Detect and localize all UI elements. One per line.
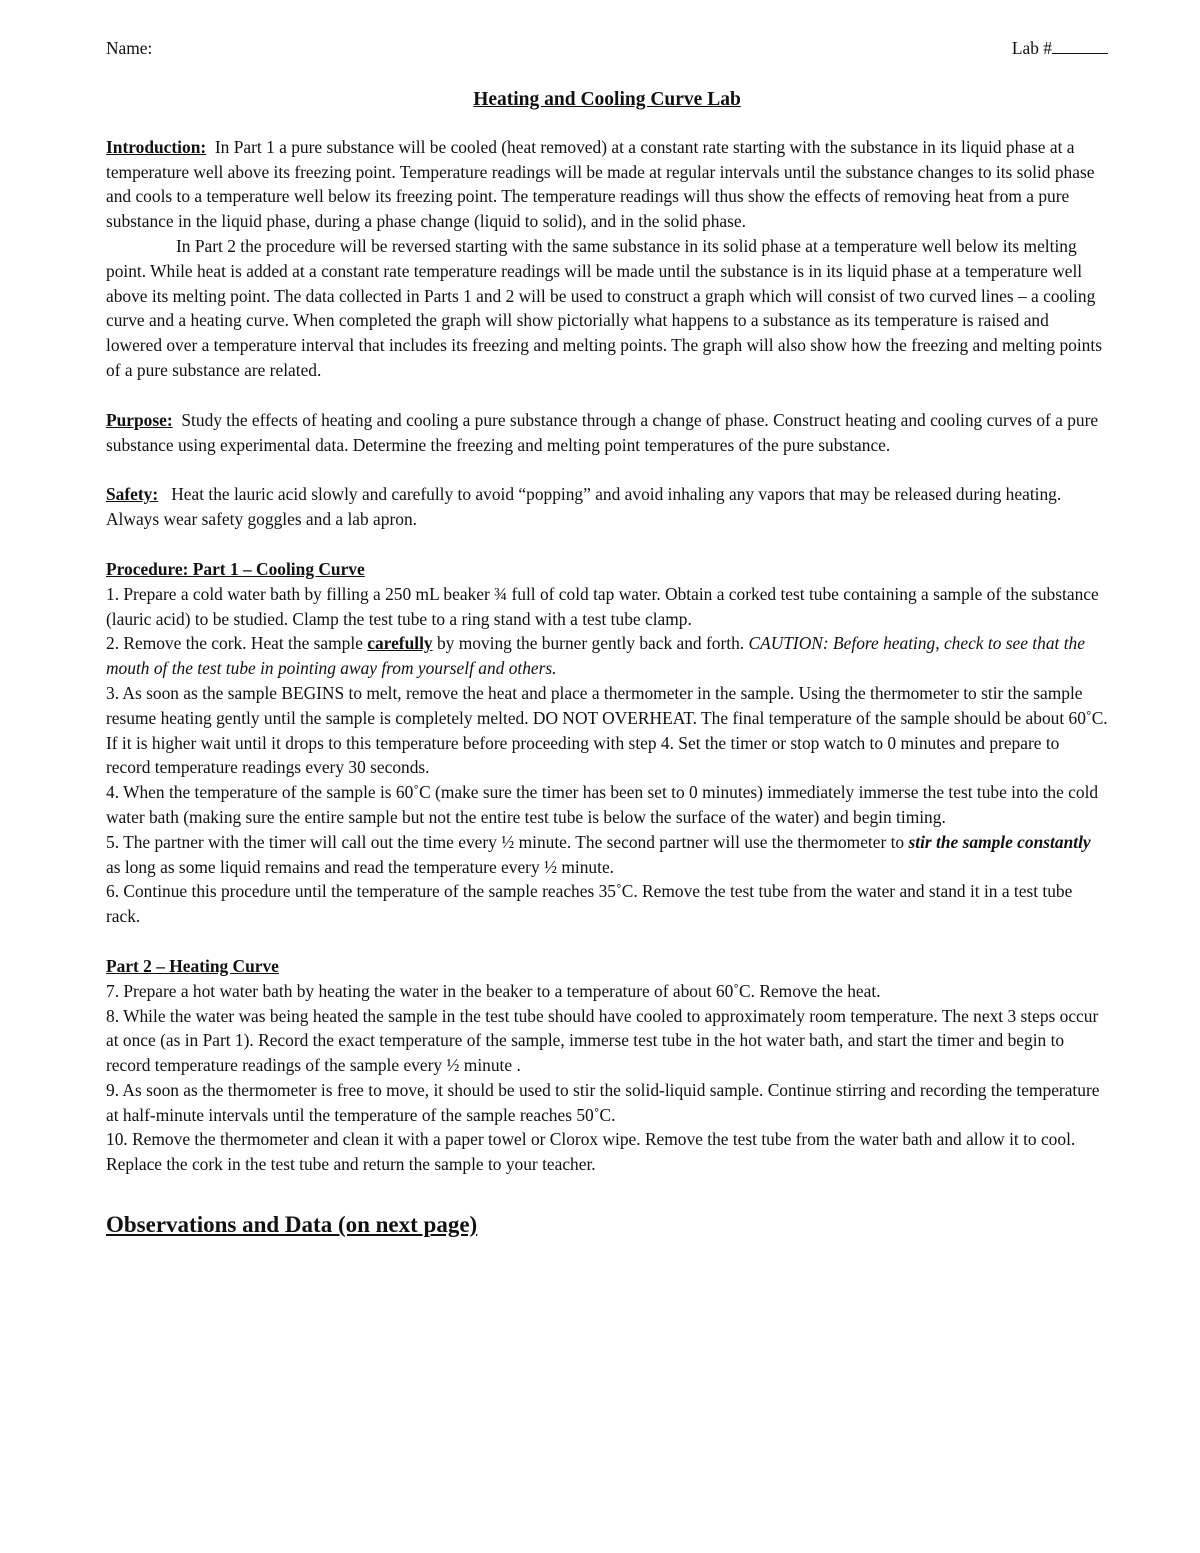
- introduction-paragraph-1: [106, 135, 1108, 234]
- purpose-heading: Purpose:: [106, 409, 173, 430]
- step-2-text-c: by moving the burner gently back and forth.: [432, 633, 749, 654]
- lab-number-field: [1012, 36, 1108, 61]
- introduction-paragraph-2: In Part 2 the procedure will be reversed starting with the same substance in its solid phase at a temperature well below its melting point. While heat is added at a constant rate temperature readings will be made until the substance is in its liquid phase at a temperature well above its melting point. The data collected in Parts 1 and 2 will be used to construct a graph which will consist of two curved lines – a cooling curve and a heating curve. When completed the graph will show pictorially what happens to a substance as its temperature is raised and lowered over a temperature interval that includes its freezing and melting points. The graph will also show how the freezing and melting points of a pure substance are related.: [106, 235, 1102, 380]
- lab-label: Lab #: [1011, 38, 1052, 58]
- step-8: 8. While the water was being heated the sample in the test tube should have cooled to approximately room temperature. The next 3 steps occur at once (as in Part 1). Record the exact temperature of the sample, immerse test tube in the hot water bath, and start the timer and begin to record temperature readings of the sample every ½ minute .: [106, 1005, 1099, 1076]
- part1-heading: Procedure: Part 1 – Cooling Curve: [106, 558, 365, 579]
- document-title: Heating and Cooling Curve Lab: [473, 89, 741, 110]
- procedure-part2-section: [106, 954, 1108, 1177]
- step-2: [106, 631, 1108, 681]
- step-7: 7. Prepare a hot water bath by heating the water in the beaker to a temperature of about 60˚C. Remove the heat.: [106, 980, 881, 1001]
- step-3: 3. As soon as the sample BEGINS to melt, remove the heat and place a thermometer in the sample. Using the thermometer to stir the sample resume heating gently until the sample is completely melted. DO NOT OVERHEAT. The final temperature of the sample should be about 60˚C. If it is higher wait until it drops to this temperature before proceeding with step 4. Set the timer or stop watch to 0 minutes and prepare to record temperature readings every 30 seconds.: [106, 682, 1108, 778]
- purpose-text: Study the effects of heating and cooling a pure substance through a change of phase. Construct heating and cooling curves of a pure substance using experimental data. Determine the freezing and melting point temperatures of the pure substance.: [106, 409, 1099, 455]
- step-4: 4. When the temperature of the sample is 60˚C (make sure the timer has been set to 0 minutes) immediately immerse the test tube into the cold water bath (making sure the entire sample but not the entire test tube is below the surface of the water) and begin timing.: [106, 782, 1099, 827]
- purpose-section: [106, 408, 1108, 458]
- step-5-text-c: as long as some liquid remains and read the temperature every ½ minute.: [106, 856, 615, 877]
- step-2-text-a: 2. Remove the cork. Heat the sample: [106, 633, 368, 654]
- introduction-section: [106, 135, 1108, 383]
- lab-number-blank: [1052, 36, 1108, 54]
- step-2-caution: CAUTION: Before heating, check to see that the mouth of the test tube in pointing away from yourself and others.: [106, 633, 1085, 679]
- step-9: 9. As soon as the thermometer is free to move, it should be used to stir the solid-liquid sample. Continue stirring and recording the temperature at half-minute intervals until the temperature of the sample reaches 50˚C.: [106, 1079, 1100, 1125]
- step-1: 1. Prepare a cold water bath by filling a 250 mL beaker ¾ full of cold tap water. Obtain a corked test tube containing a sample of the substance (lauric acid) to be studied. Clamp the test tube to a ring stand with a test tube clamp.: [106, 583, 1099, 629]
- name-label: Name:: [106, 38, 153, 58]
- observations-heading: Observations and Data (on next page): [106, 1212, 478, 1238]
- introduction-heading: Introduction:: [106, 136, 207, 157]
- step-6: 6. Continue this procedure until the temperature of the sample reaches 35˚C. Remove the test tube from the water and stand it in a test tube rack.: [106, 881, 1073, 927]
- step-5-text-a: 5. The partner with the timer will call out the time every ½ minute. The second partner will use the thermometer to: [106, 831, 909, 852]
- safety-section: [106, 482, 1108, 532]
- safety-heading: Safety:: [106, 484, 159, 505]
- safety-text: Heat the lauric acid slowly and carefully to avoid “popping” and avoid inhaling any vapors that may be released during heating. Always wear safety goggles and a lab apron.: [106, 484, 1062, 530]
- step-5: [106, 830, 1108, 880]
- step-10: 10. Remove the thermometer and clean it with a paper towel or Clorox wipe. Remove the test tube from the water bath and allow it to cool. Replace the cork in the test tube and return the sample to your teacher.: [106, 1129, 1076, 1175]
- part2-heading: Part 2 – Heating Curve: [106, 955, 279, 976]
- procedure-part1-section: [106, 557, 1108, 929]
- step-2-emphasis: carefully: [367, 633, 433, 654]
- header-row: [106, 36, 1108, 61]
- introduction-text-1: In Part 1 a pure substance will be cooled (heat removed) at a constant rate starting with the substance in its liquid phase at a temperature well above its freezing point. Temperature readings will be made at regular intervals until the substance changes to its solid phase and cools to a temperature well below its freezing point. The temperature readings will thus show the effects of removing heat from a pure substance in the liquid phase, during a phase change (liquid to solid), and in the solid phase.: [106, 136, 1095, 232]
- step-5-emphasis: stir the sample constantly: [908, 831, 1091, 852]
